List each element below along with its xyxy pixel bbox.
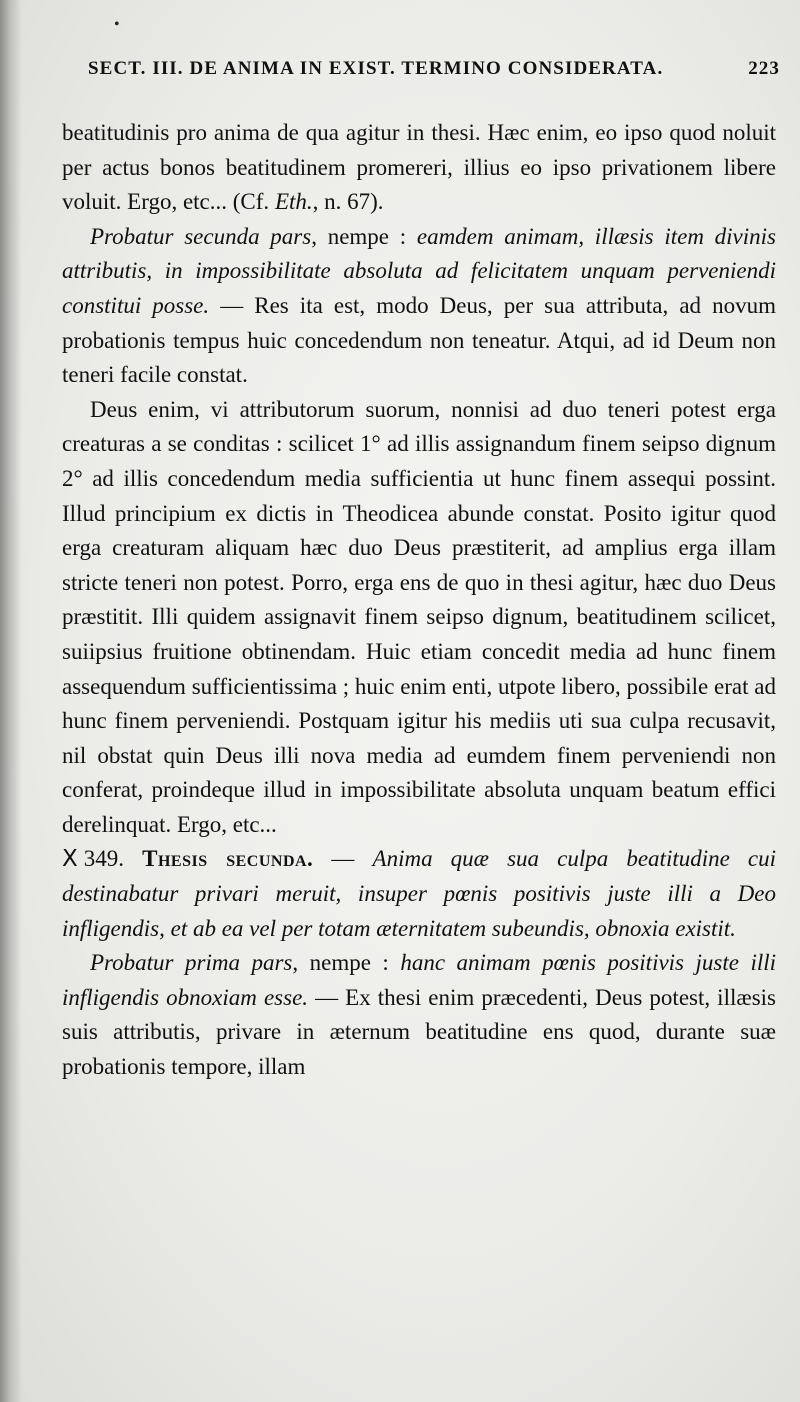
running-title: SECT. III. DE ANIMA IN EXIST. TERMINO CONSIDERATA. — [88, 58, 664, 79]
section-number: 349. — [83, 846, 143, 872]
top-dot: • — [114, 16, 120, 33]
thesis-statement: Anima quæ sua culpa beatitudine cui destinabatur privari meruit, insuper pœnis positivis juste illi a Deo infligendis, et ab ea vel per totam æternitatem subeundis, obnoxia existit. — [62, 846, 777, 941]
paragraph-3: Deus enim, vi attributorum suorum, nonnisi ad duo teneri potest erga creaturas a se conditas : scilicet 1° ad illis assignandum finem seipso dignum 2° ad illis concedendum media sufficientia ut hunc finem assequi possint. Illud principium ex dictis in Theodicea abunde constat. Posito igitur quod erga creaturam aliquam hæc duo Deus præstiterit, ad amplius erga illam stricte teneri non potest. Porro, erga ens de quo in thesi agitur, hæc duo Deus præstitit. Illi quidem assignavit finem seipso dignum, beatitudinem scilicet, suiipsius fruitione obtinendam. Huic etiam concedit media ad hunc finem assequendum sufficientissima ; huic enim enti, utpote libero, possibile erat ad hunc finem perveniendi. Postquam igitur his mediis uti sua culpa recusavit, nil obstat quin Deus illi nova media ad eumdem finem perveniendi non conferat, proindeque illud in impossibilitate absoluta unquam beatum effici derelinquat. Ergo, etc... — [62, 396, 776, 837]
thesis-paragraph: X 349. Thesis secunda. — Anima quæ sua culpa beatitudine cui destinabatur privari meruit, insuper pœnis positivis juste illi a Deo infligendis, et ab ea vel per totam æternitatem subeundis, obnoxia existit. — [62, 846, 777, 941]
paragraph-1: beatitudinis pro anima de qua agitur in thesi. Hæc enim, eo ipso quod noluit per actus bonos beatitudinem promereri, illius eo ipso privationem libere voluit. Ergo, etc... (Cf. Eth., n. 67). — [62, 120, 776, 215]
thesis-heading: Thesis secunda. — [142, 846, 314, 872]
page-number: 223 — [748, 58, 780, 79]
paragraph-2: Probatur secunda pars, nempe : eamdem animam, illæsis item divinis attributis, in impossibilitate absoluta ad felicitatem unquam perveniendi constitui posse. — Res ita est, modo Deus, per sua attributa, ad novum probationis tempus huic concedendum non teneatur. Atqui, ad id Deum non teneri facile constat. — [62, 223, 776, 388]
body-text — [62, 116, 776, 1085]
paragraph-5: Probatur prima pars, nempe : hanc animam pœnis positivis juste illi infligendis obnoxiam esse. — Ex thesi enim præcedenti, Deus potest, illæsis suis attributis, privare in æternum beatitudine ens quod, durante suæ probationis tempore, illam — [62, 950, 777, 1080]
margin-mark: X — [62, 846, 78, 873]
binding-gutter-shadow — [0, 0, 22, 1402]
running-head — [88, 58, 780, 80]
